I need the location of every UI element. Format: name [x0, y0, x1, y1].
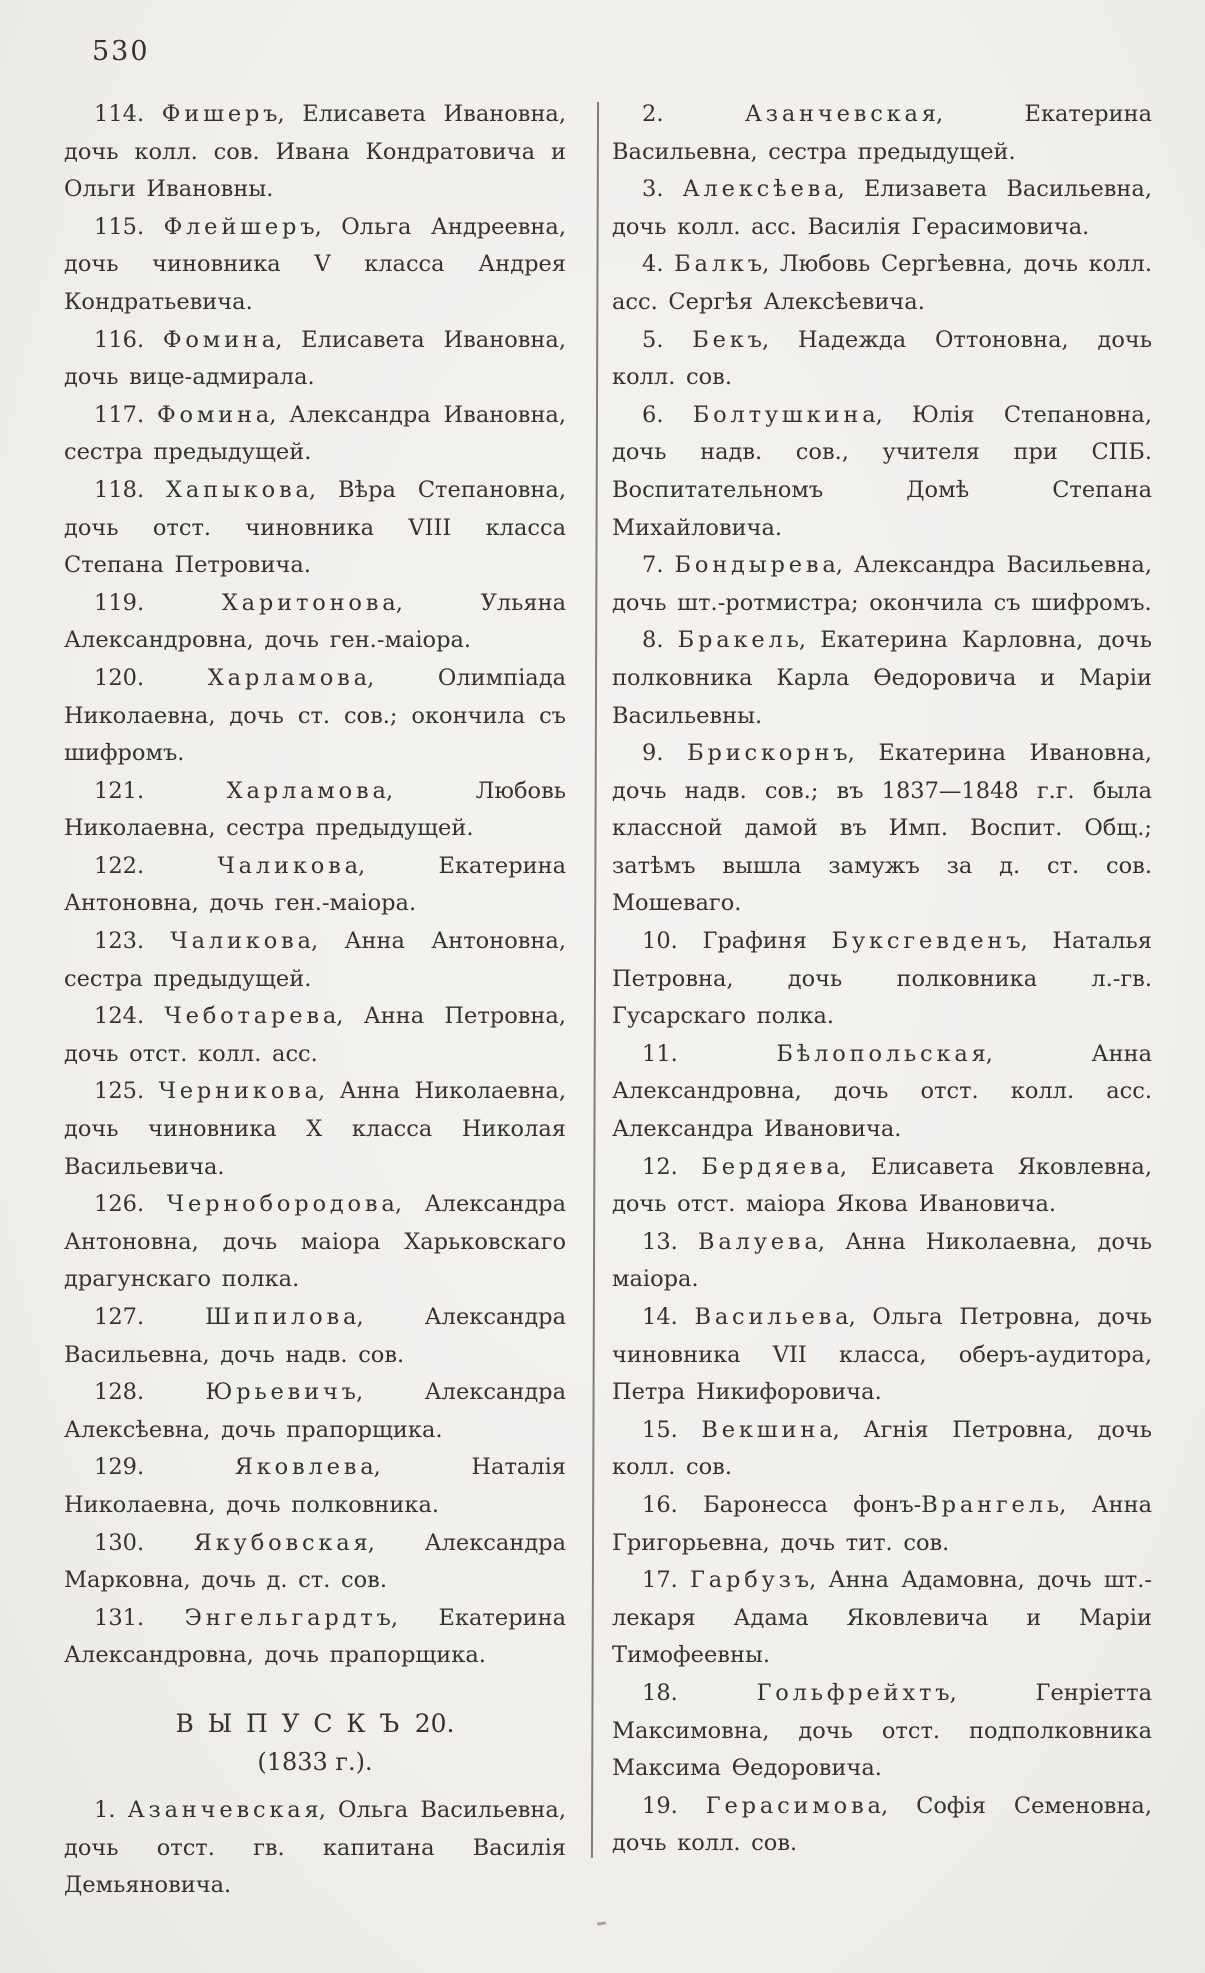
entry-surname: Гарбузъ	[690, 1567, 813, 1594]
entry-text: , Анна Петровна, дочь отст. колл. асс.	[64, 1003, 566, 1067]
list-entry	[612, 1675, 1152, 1788]
list-entry	[612, 1149, 1152, 1224]
list-entry	[64, 998, 566, 1073]
entry-surname: Гольфрейхтъ	[756, 1679, 954, 1706]
list-entry	[64, 1792, 566, 1905]
entry-list	[612, 96, 1152, 1863]
entry-number: 123.	[94, 928, 171, 955]
entry-surname: Энгельгардтъ	[184, 1604, 395, 1631]
list-entry	[64, 1186, 566, 1299]
list-entry	[64, 1449, 566, 1524]
entry-text: , Александра Васильевна, дочь шт.-ротмистра; окончила съ шифромъ.	[612, 552, 1152, 616]
list-entry	[64, 322, 566, 397]
entry-surname: Бѣлопольская	[776, 1040, 990, 1067]
entry-text: , Агнія Петровна, дочь колл. сов.	[612, 1416, 1152, 1481]
entry-surname: Харитонова	[221, 589, 400, 616]
entry-text: , Анна Антоновна, сестра предыдущей.	[64, 928, 566, 992]
list-entry	[64, 397, 566, 472]
entry-number: 125.	[94, 1078, 159, 1105]
list-entry	[612, 1788, 1152, 1863]
entry-text: , Наталія Николаевна, дочь полковника.	[64, 1454, 567, 1518]
entry-prefix: Графиня	[702, 928, 832, 955]
list-entry	[612, 246, 1152, 321]
entry-number: 116.	[94, 326, 163, 353]
entry-number: 9.	[642, 740, 688, 767]
entry-text: , Анна Григорьевна, дочь тит. сов.	[612, 1491, 1152, 1556]
entry-surname: Чаликова	[217, 852, 362, 879]
list-entry	[64, 585, 566, 660]
list-entry	[64, 472, 566, 585]
entry-surname: Яковлева	[234, 1454, 378, 1481]
entry-text: , Александра Ивановна, сестра предыдущей.	[64, 401, 567, 466]
entry-text: , Елисавета Ивановна, дочь вице-адмирала.	[64, 326, 566, 391]
list-entry	[612, 171, 1152, 246]
section-title: ВЫПУСКЪ	[175, 1708, 413, 1738]
list-entry	[612, 547, 1152, 622]
list-entry	[612, 1036, 1152, 1149]
entry-text: , Анна Николаевна, дочь чиновника X класса Николая Васильевича.	[64, 1078, 567, 1180]
column-divider-rule	[591, 102, 599, 1858]
scan-artifact	[597, 1921, 606, 1925]
entry-number: 15.	[642, 1416, 702, 1443]
entry-text: , Екатерина Антоновна, дочь ген.-маіора.	[64, 852, 567, 917]
entry-text: , Елисавета Ивановна, дочь колл. сов. Ивана Кондратовича и Ольги Ивановны.	[64, 101, 567, 203]
entry-number: 18.	[642, 1679, 757, 1706]
entry-list	[64, 1792, 566, 1905]
section-heading	[64, 1709, 566, 1738]
entry-surname: Чеботарева	[164, 1003, 341, 1030]
list-entry	[64, 923, 566, 998]
entry-number: 129.	[94, 1454, 235, 1481]
list-entry	[612, 322, 1152, 397]
entry-surname: Врангель	[921, 1491, 1063, 1518]
entry-number: 13.	[642, 1228, 698, 1255]
page-number: 530	[92, 36, 150, 67]
entry-text: , Любовь Сергѣевна, дочь колл. асс. Сергѣя Алексѣевича.	[612, 251, 1152, 315]
entry-surname: Бердяева	[701, 1153, 844, 1180]
list-entry	[612, 923, 1152, 1036]
list-entry	[612, 96, 1152, 171]
list-entry	[612, 1299, 1152, 1412]
entry-text: , Надежда Оттоновна, дочь колл. сов.	[612, 326, 1152, 391]
list-entry	[64, 1073, 566, 1186]
entry-number: 17.	[642, 1567, 691, 1594]
entry-text: , Екатерина Васильевна, сестра предыдущей.	[612, 101, 1152, 165]
entry-text: , Вѣра Степановна, дочь отст. чиновника VIII класса Степана Петровича.	[64, 476, 566, 579]
entry-surname: Алексѣева	[682, 176, 842, 203]
entry-text: , Александра Марковна, дочь д. ст. сов.	[64, 1529, 566, 1594]
entry-text: , Елисавета Яковлевна, дочь отст. маіора Якова Ивановича.	[612, 1153, 1152, 1218]
entry-surname: Болтушкина	[692, 401, 880, 428]
entry-number: 130.	[94, 1529, 194, 1556]
entry-surname: Азанчевская	[744, 101, 940, 127]
list-entry	[612, 1562, 1152, 1675]
entry-number: 124.	[94, 1003, 165, 1030]
entry-surname: Флейшеръ	[163, 213, 319, 240]
list-entry	[64, 1600, 566, 1675]
entry-number: 16.	[642, 1491, 704, 1518]
entry-number: 5.	[642, 326, 693, 353]
entry-text: , Анна Николаевна, дочь маіора.	[612, 1228, 1153, 1293]
entry-list	[64, 96, 566, 1675]
entry-number: 19.	[642, 1792, 706, 1819]
entry-surname: Фишеръ	[161, 101, 282, 127]
list-entry	[64, 773, 566, 848]
entry-text: , Ульяна Александровна, дочь ген.-маіора.	[64, 589, 567, 654]
entry-text: , Александра Алексѣевна, дочь прапорщика.	[64, 1379, 567, 1443]
entry-number: 114.	[94, 101, 162, 127]
list-entry	[64, 1299, 566, 1374]
entry-number: 12.	[642, 1153, 702, 1180]
entry-text: , Наталья Петровна, дочь полковника л.-гв. Гусарскаго полка.	[612, 928, 1152, 1030]
entry-number: 117.	[94, 401, 157, 428]
entry-text: , Елизавета Васильевна, дочь колл. асс. Василія Герасимовича.	[612, 176, 1152, 240]
entry-text: , Олимпіада Николаевна, дочь ст. сов.; окончила съ шифромъ.	[64, 664, 566, 767]
list-entry	[64, 660, 566, 773]
entry-number: 122.	[94, 852, 218, 879]
entry-surname: Бондырева	[674, 552, 840, 579]
entry-surname: Балкъ	[674, 251, 766, 278]
entry-text: , Александра Антоновна, дочь маіора Харьковскаго драгунскаго полка.	[64, 1191, 567, 1293]
list-entry	[612, 1487, 1152, 1562]
list-entry	[612, 735, 1152, 923]
entry-text: , Ольга Андреевна, дочь чиновника V класса Андрея Кондратьевича.	[64, 213, 566, 315]
entry-number: 6.	[642, 401, 693, 428]
right-column	[612, 96, 1152, 1863]
entry-number: 1.	[94, 1796, 128, 1823]
entry-surname: Фомина	[162, 326, 279, 353]
entry-number: 127.	[94, 1304, 206, 1330]
entry-surname: Черникова	[158, 1078, 322, 1105]
entry-number: 10.	[642, 928, 703, 955]
entry-number: 131.	[94, 1604, 185, 1631]
entry-text: , Ольга Петровна, дочь чиновника VII класса, оберъ-аудитора, Петра Никифоровича.	[612, 1304, 1152, 1406]
section-year: (1833 г.).	[257, 1747, 373, 1776]
entry-surname: Валуева	[697, 1228, 822, 1255]
entry-number: 7.	[642, 552, 675, 579]
entry-number: 2.	[642, 101, 745, 127]
entry-surname: Хапыкова	[166, 476, 313, 503]
entry-surname: Харламова	[207, 664, 371, 691]
entry-number: 128.	[94, 1379, 206, 1406]
entry-surname: Шипилова	[205, 1304, 361, 1330]
entry-surname: Брискорнъ	[687, 740, 852, 767]
entry-number: 121.	[94, 777, 227, 804]
entry-text: , Александра Васильевна, дочь надв. сов.	[64, 1304, 567, 1368]
entry-surname: Буксгевденъ	[831, 928, 1025, 955]
entry-number: 115.	[94, 213, 164, 240]
entry-surname: Фомина	[156, 401, 274, 428]
entry-surname: Векшина	[701, 1416, 837, 1443]
list-entry	[612, 1224, 1152, 1299]
entry-surname: Васильева	[694, 1304, 853, 1330]
entry-surname: Чаликова	[170, 928, 315, 955]
entry-prefix: Баронесса фонъ-	[703, 1491, 922, 1518]
entry-number: 3.	[642, 176, 683, 203]
entry-text: , Софія Семеновна, дочь колл. сов.	[612, 1792, 1153, 1857]
entry-text: , Юлія Степановна, дочь надв. сов., учителя при СПБ. Воспитательномъ Домѣ Степана Михайловича.	[612, 401, 1152, 541]
entry-number: 120.	[94, 664, 208, 691]
entry-number: 11.	[642, 1040, 777, 1067]
entry-text: , Екатерина Александровна, дочь прапорщика.	[64, 1604, 567, 1669]
left-column	[64, 96, 566, 1905]
list-entry	[64, 96, 566, 209]
entry-surname: Азанчевская	[127, 1796, 323, 1823]
section-number: 20.	[414, 1708, 455, 1738]
entry-number: 14.	[642, 1304, 695, 1330]
entry-text: , Анна Адамовна, дочь шт.-лекаря Адама Яковлевича и Маріи Тимофеевны.	[612, 1567, 1152, 1669]
entry-surname: Бракель	[677, 627, 803, 654]
entry-number: 8.	[642, 627, 678, 654]
list-entry	[612, 397, 1152, 547]
entry-surname: Харламова	[226, 777, 390, 804]
entry-number: 118.	[94, 476, 167, 503]
entry-text: , Генріетта Максимовна, дочь отст. подполковника Максима Ѳедоровича.	[612, 1679, 1152, 1782]
list-entry	[612, 1412, 1152, 1487]
entry-surname: Якубовская	[193, 1529, 372, 1556]
entry-number: 126.	[94, 1191, 167, 1218]
entry-surname: Герасимова	[705, 1792, 885, 1819]
entry-number: 4.	[642, 251, 675, 278]
entry-number: 119.	[94, 589, 222, 616]
entry-surname: Чернобородова	[166, 1191, 399, 1218]
entry-text: , Екатерина Карловна, дочь полковника Карла Ѳедоровича и Маріи Васильевны.	[612, 627, 1152, 729]
entry-text: , Любовь Николаевна, сестра предыдущей.	[64, 777, 566, 842]
list-entry	[612, 622, 1152, 735]
entry-surname: Юрьевичъ	[205, 1379, 360, 1406]
list-entry	[64, 1374, 566, 1449]
entry-surname: Бекъ	[692, 326, 766, 353]
entry-text: , Анна Александровна, дочь отст. колл. асс. Александра Ивановича.	[612, 1040, 1152, 1143]
entry-text: , Ольга Васильевна, дочь отст. гв. капитана Василія Демьяновича.	[64, 1796, 566, 1899]
entry-text: , Екатерина Ивановна, дочь надв. сов.; въ 1837—1848 г.г. была классной дамой въ Имп. Воспит. Общ.; затѣмъ вышла замужъ за д. ст. сов. Мошеваго.	[612, 740, 1153, 917]
list-entry	[64, 209, 566, 322]
list-entry	[64, 1525, 566, 1600]
list-entry	[64, 848, 566, 923]
